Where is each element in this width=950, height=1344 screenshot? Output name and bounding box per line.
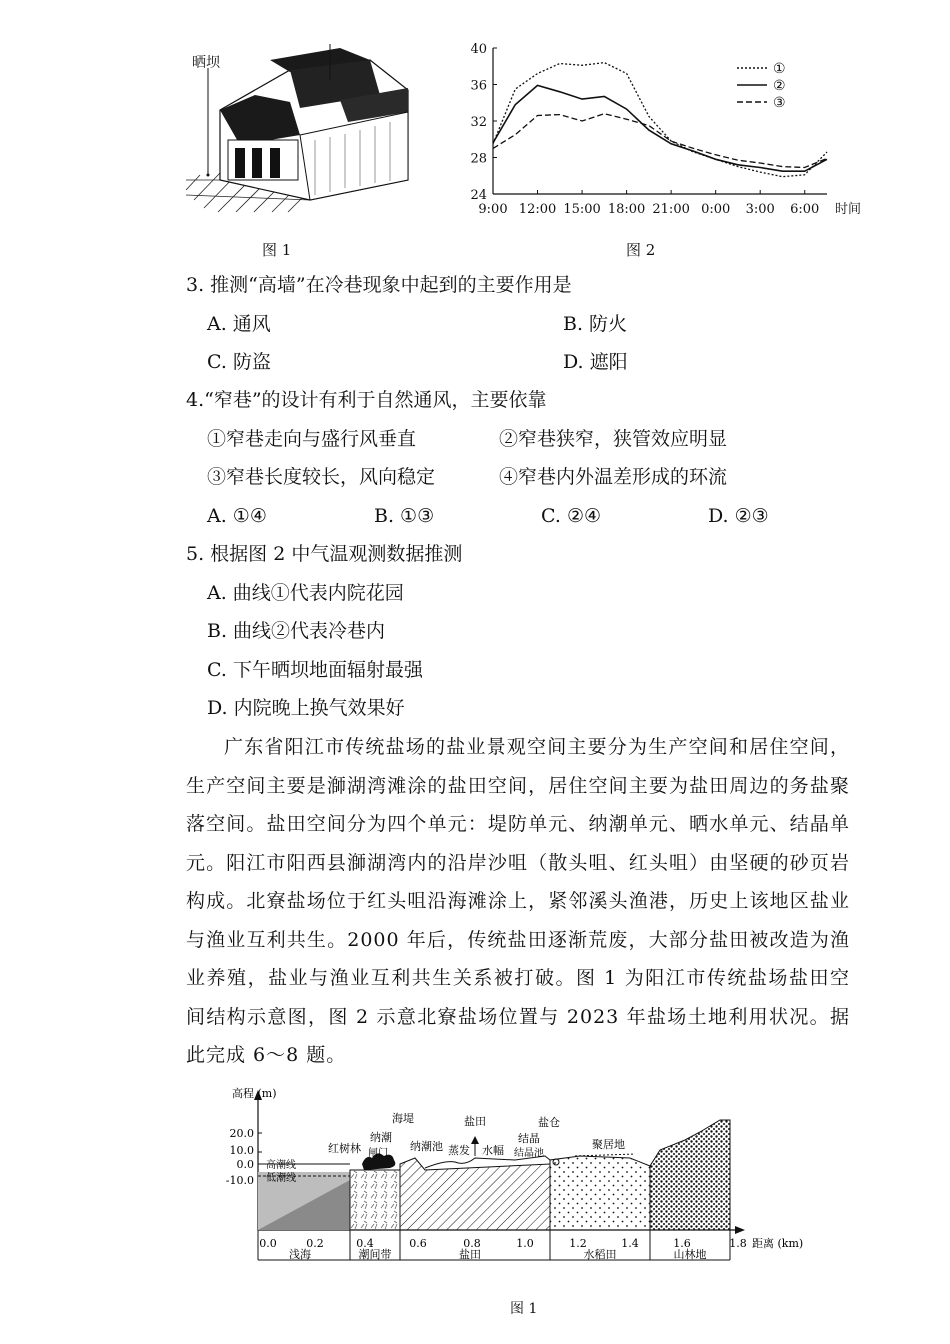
q5-option-b: B. 曲线②代表冷巷内 xyxy=(207,620,386,642)
y-tick-neg10: -10.0 xyxy=(225,1174,254,1187)
q5-option-c: C. 下午晒坝地面辐射最强 xyxy=(207,659,423,681)
label-tidal-pond: 纳潮池 xyxy=(410,1140,443,1153)
y-axis-label: 高程 (m) xyxy=(232,1087,277,1100)
chart2-x-tick-label: 9:00 xyxy=(478,202,508,217)
question-4-stem: 4.“窄巷”的设计有利于自然通风，主要依靠 xyxy=(186,389,547,411)
q4-option-b: B. ①③ xyxy=(374,505,435,527)
question-3-stem: 3. 推测“高墙”在冷巷现象中起到的主要作用是 xyxy=(186,274,572,296)
fig1-caption: 图 1 xyxy=(262,241,292,259)
bottom-figure-caption: 图 1 xyxy=(510,1301,538,1317)
x-axis-unit: 距离 (km) xyxy=(752,1237,804,1250)
chart2-y-tick-label: 28 xyxy=(470,151,487,167)
label-seawall: 海堤 xyxy=(392,1112,414,1125)
chart2-legend-label-1: ① xyxy=(773,61,786,77)
q4-statement-3: ③窄巷长度较长，风向稳定 xyxy=(207,466,436,488)
y-tick-20: 20.0 xyxy=(229,1127,254,1140)
x-tick-5: 1.0 xyxy=(516,1237,534,1250)
figure-2-chart xyxy=(455,40,875,225)
zone-mountain-forest: 山林地 xyxy=(673,1248,707,1261)
fig1-label-shaba: 晒坝 xyxy=(192,55,220,71)
x-tick-7: 1.4 xyxy=(621,1237,639,1250)
q5-option-a: A. 曲线①代表内院花园 xyxy=(207,582,404,604)
fig2-caption: 图 2 xyxy=(626,241,656,259)
y-tick-10: 10.0 xyxy=(229,1144,254,1157)
chart2-y-tick-label: 40 xyxy=(470,42,487,57)
chart2-x-tick-label: 15:00 xyxy=(563,202,601,217)
temperature-chart xyxy=(455,40,875,225)
label-sluice: 闸门 xyxy=(368,1148,388,1159)
q4-option-d: D. ②③ xyxy=(708,505,769,527)
mountain-forest-block xyxy=(650,1120,730,1230)
label-crystallization: 结晶 xyxy=(518,1132,540,1145)
zone-shallow-sea: 浅海 xyxy=(289,1248,311,1261)
label-crystal-pond: 结晶池 xyxy=(514,1148,544,1159)
intertidal-zone xyxy=(350,1170,400,1230)
q4-statement-4: ④窄巷内外温差形成的环流 xyxy=(499,466,728,488)
chart2-y-tick-label: 24 xyxy=(470,188,487,203)
chart2-legend-label-2: ② xyxy=(773,78,786,94)
label-evaporation: 蒸发 xyxy=(448,1144,470,1157)
chart2-x-tick-label: 0:00 xyxy=(701,202,731,217)
zone-salt-field: 盐田 xyxy=(459,1248,481,1261)
y-tick-0: 0.0 xyxy=(236,1158,254,1171)
question-5-stem: 5. 根据图 2 中气温观测数据推测 xyxy=(186,543,463,565)
chart2-x-unit: 时间 xyxy=(835,202,862,217)
chart2-y-tick-label: 36 xyxy=(470,78,487,94)
x-tick-3: 0.6 xyxy=(409,1237,427,1250)
chart2-x-tick-label: 3:00 xyxy=(745,202,775,217)
x-tick-1: 0.2 xyxy=(306,1237,324,1250)
chart2-legend-label-3: ③ xyxy=(773,95,786,111)
q3-option-d: D. 遮阳 xyxy=(563,351,628,373)
q3-option-a: A. 通风 xyxy=(207,313,271,335)
label-low-tide: 低潮线 xyxy=(266,1173,296,1184)
salt-field-profile-diagram xyxy=(220,1080,820,1290)
q3-option-c: C. 防盗 xyxy=(207,351,271,373)
q4-option-a: A. ①④ xyxy=(207,505,267,527)
figure-salt-field-profile xyxy=(220,1080,820,1290)
chart2-x-tick-label: 21:00 xyxy=(652,202,690,217)
rice-field-block xyxy=(550,1156,650,1230)
q4-statement-2: ②窄巷狭窄，狭管效应明显 xyxy=(499,428,728,450)
x-tick-4: 0.8 xyxy=(463,1237,481,1250)
zone-intertidal: 潮间带 xyxy=(358,1248,392,1261)
x-tick-8: 1.6 xyxy=(673,1237,691,1250)
label-salt-field: 盐田 xyxy=(464,1115,486,1128)
q4-statement-1: ①窄巷走向与盛行风垂直 xyxy=(207,428,417,450)
chart2-x-tick-label: 6:00 xyxy=(790,202,820,217)
q5-option-d: D. 内院晚上换气效果好 xyxy=(207,697,405,719)
label-water-width: 水幅 xyxy=(482,1144,504,1157)
chart2-x-tick-label: 18:00 xyxy=(607,202,646,217)
q3-option-b: B. 防火 xyxy=(563,313,628,335)
label-mangrove: 红树林 xyxy=(328,1142,361,1155)
x-tick-9: 1.8 xyxy=(729,1237,747,1250)
label-salt-warehouse: 盐仓 xyxy=(538,1116,560,1129)
chart2-x-tick-label: 12:00 xyxy=(518,202,557,217)
label-settlement: 聚居地 xyxy=(592,1138,625,1151)
label-nachao: 纳潮 xyxy=(370,1131,392,1144)
chart2-y-tick-label: 32 xyxy=(470,115,487,130)
x-tick-6: 1.2 xyxy=(569,1237,587,1250)
x-tick-2: 0.4 xyxy=(356,1237,374,1250)
x-tick-0: 0.0 xyxy=(259,1237,277,1250)
q4-option-c: C. ②④ xyxy=(541,505,602,527)
zone-rice-field: 水稻田 xyxy=(583,1248,617,1261)
salt-field-block xyxy=(400,1158,550,1230)
label-high-tide: 高潮线 xyxy=(266,1160,296,1171)
passage-text: 广东省阳江市传统盐场的盐业景观空间主要分为生产空间和居住空间，生产空间主要是溮湖湾滩涂的盐田空间，居住空间主要为盐田周边的务盐聚落空间。盐田空间分为四个单元：堤防单元、纳潮单元、晒水单元、结晶单元。阳江市阳西县溮湖湾内的沿岸沙咀（散头咀、红头咀）由坚硬的砂页岩构成。北寮盐场位于红头咀沿海滩涂上，紧邻溪头渔港，历史上该地区盐业与渔业互利共生。2000 年后，传统盐田逐渐荒废，大部分盐田被改造为渔业养殖，盐业与渔业互利共生关系被打破。图 1 为阳江市传统盐场盐田空间结构示意图，图 2 示意北寮盐场位置与 2023 年盐场土地利用状况。据此完成 6～8 题。 xyxy=(186,736,850,1066)
chart2-series-line-3 xyxy=(493,114,827,168)
